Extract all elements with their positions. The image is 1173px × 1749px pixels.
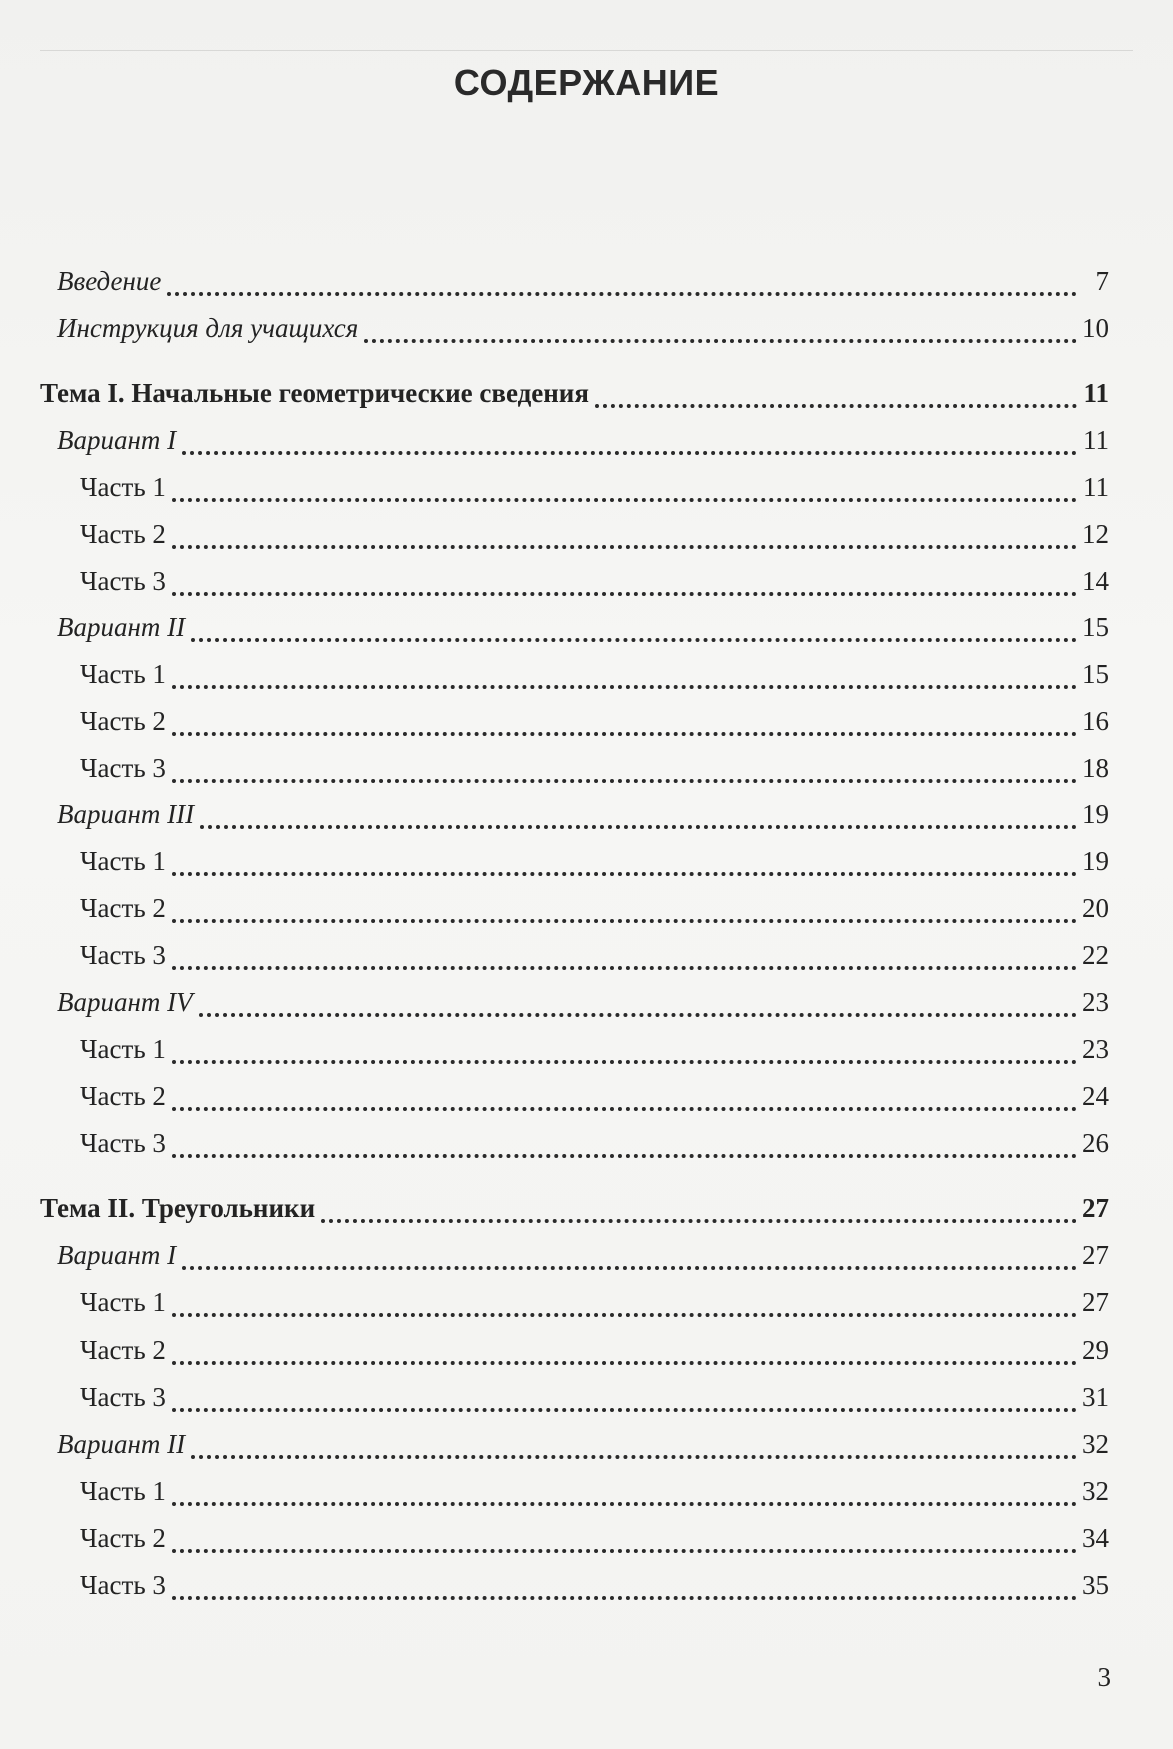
toc-entry-page: 24 <box>1082 1081 1109 1111</box>
toc-entry-part <box>80 753 1109 793</box>
toc-entry-page: 23 <box>1082 1034 1109 1064</box>
toc-entry-page: 35 <box>1082 1570 1109 1600</box>
toc-entry-page: 12 <box>1082 519 1109 549</box>
toc-entry-page: 15 <box>1082 612 1109 642</box>
toc-entry-label: Тема II. Треугольники <box>40 1193 316 1223</box>
dot-leader <box>172 1502 1077 1506</box>
toc-entry-variant <box>57 612 1109 652</box>
toc-entry-label: Вариант I <box>57 425 177 455</box>
dot-leader <box>172 872 1077 876</box>
toc-entry-part <box>80 1523 1109 1563</box>
dot-leader <box>182 451 1077 455</box>
toc-entry-part <box>80 893 1109 933</box>
toc-entry-label: Вариант II <box>57 1429 186 1459</box>
toc-entry-label: Часть 2 <box>80 706 166 736</box>
toc-entry-page: 19 <box>1082 799 1109 829</box>
dot-leader <box>172 919 1077 923</box>
toc-entry-label: Часть 2 <box>80 1335 166 1365</box>
toc-entry-label: Часть 3 <box>80 940 166 970</box>
toc-entry-label: Тема I. Начальные геометрические сведения <box>40 378 589 408</box>
toc-entry-label: Часть 2 <box>80 893 166 923</box>
toc-entry-part <box>80 659 1109 699</box>
dot-leader <box>172 779 1077 783</box>
toc-entry-page: 34 <box>1082 1523 1109 1553</box>
toc-entry-label: Часть 1 <box>80 1476 166 1506</box>
toc-entry-label: Часть 3 <box>80 1128 166 1158</box>
dot-leader <box>199 1013 1077 1017</box>
dot-leader <box>172 1154 1077 1158</box>
toc-entry-section <box>57 313 1109 353</box>
toc-entry-label: Часть 1 <box>80 1034 166 1064</box>
toc-entry-label: Часть 3 <box>80 1570 166 1600</box>
toc-entry-part <box>80 519 1109 559</box>
dot-leader <box>172 498 1077 502</box>
dot-leader <box>172 592 1077 596</box>
toc-entry-label: Часть 1 <box>80 1287 166 1317</box>
dot-leader <box>172 545 1077 549</box>
toc-entry-page: 31 <box>1082 1382 1109 1412</box>
toc-entry-section <box>57 266 1109 306</box>
toc-entry-page: 23 <box>1082 987 1109 1017</box>
toc-entry-label: Часть 3 <box>80 753 166 783</box>
toc-entry-variant <box>57 799 1109 839</box>
toc-entry-page: 26 <box>1082 1128 1109 1158</box>
toc-entry-page: 29 <box>1082 1335 1109 1365</box>
toc-entry-part <box>80 1128 1109 1168</box>
toc-entry-part <box>80 940 1109 980</box>
toc-entry-label: Часть 1 <box>80 846 166 876</box>
toc-entry-variant <box>57 425 1109 465</box>
toc-entry-label: Часть 1 <box>80 659 166 689</box>
toc-entry-part <box>80 472 1109 512</box>
toc-entry-label: Часть 3 <box>80 566 166 596</box>
toc-entry-variant <box>57 1240 1109 1280</box>
toc-entry-part <box>80 566 1109 606</box>
toc-entry-part <box>80 1476 1109 1516</box>
toc-entry-label: Вариант II <box>57 612 186 642</box>
dot-leader <box>364 339 1077 343</box>
toc-entry-page: 11 <box>1083 378 1109 408</box>
toc-entry-label: Часть 1 <box>80 472 166 502</box>
toc-entry-label: Часть 2 <box>80 1081 166 1111</box>
dot-leader <box>172 685 1077 689</box>
toc-entry-topic <box>40 378 1109 418</box>
toc-entry-page: 27 <box>1082 1193 1109 1223</box>
dot-leader <box>200 825 1077 829</box>
dot-leader <box>172 1596 1077 1600</box>
toc-entry-page: 16 <box>1082 706 1109 736</box>
toc-entry-page: 32 <box>1082 1476 1109 1506</box>
toc-entry-part <box>80 706 1109 746</box>
dot-leader <box>167 292 1077 296</box>
dot-leader <box>172 1361 1077 1365</box>
dot-leader <box>172 1549 1077 1553</box>
toc-entry-page: 20 <box>1082 893 1109 923</box>
toc-entry-page: 7 <box>1095 266 1109 296</box>
dot-leader <box>172 1107 1077 1111</box>
toc-entry-label: Часть 2 <box>80 1523 166 1553</box>
dot-leader <box>172 966 1077 970</box>
page-title: СОДЕРЖАНИЕ <box>453 62 720 103</box>
toc-entry-label: Инструкция для учащихся <box>57 313 359 343</box>
toc-entry-part <box>80 1570 1109 1610</box>
toc-entry-variant <box>57 987 1109 1027</box>
toc-entry-part <box>80 1034 1109 1074</box>
toc-entry-page: 15 <box>1082 659 1109 689</box>
toc-entry-page: 22 <box>1082 940 1109 970</box>
toc-entry-page: 27 <box>1082 1287 1109 1317</box>
toc-entry-label: Введение <box>57 266 162 296</box>
toc-entry-label: Вариант I <box>57 1240 177 1270</box>
dot-leader <box>182 1266 1077 1270</box>
toc-entry-page: 32 <box>1082 1429 1109 1459</box>
dot-leader <box>191 1455 1077 1459</box>
dot-leader <box>172 1060 1077 1064</box>
toc-entry-variant <box>57 1429 1109 1469</box>
toc-entry-page: 18 <box>1082 753 1109 783</box>
toc-entry-page: 10 <box>1082 313 1109 343</box>
dot-leader <box>172 732 1077 736</box>
toc-entry-part <box>80 1081 1109 1121</box>
toc-entry-part <box>80 1335 1109 1375</box>
toc-entry-page: 27 <box>1082 1240 1109 1270</box>
dot-leader <box>172 1313 1077 1317</box>
toc-entry-part <box>80 846 1109 886</box>
toc-entry-page: 19 <box>1082 846 1109 876</box>
toc-entry-label: Часть 3 <box>80 1382 166 1412</box>
toc-entry-label: Часть 2 <box>80 519 166 549</box>
dot-leader <box>321 1219 1077 1223</box>
dot-leader <box>172 1408 1077 1412</box>
toc-entry-part <box>80 1382 1109 1422</box>
dot-leader <box>595 404 1077 408</box>
toc-entry-page: 11 <box>1083 472 1109 502</box>
toc-entry-topic <box>40 1193 1109 1233</box>
toc-entry-page: 14 <box>1082 566 1109 596</box>
page-number: 3 <box>1097 1662 1111 1692</box>
toc-entry-part <box>80 1287 1109 1327</box>
dot-leader <box>191 638 1077 642</box>
toc-entry-label: Вариант IV <box>57 987 193 1017</box>
toc-entry-label: Вариант III <box>57 799 195 829</box>
toc-entry-page: 11 <box>1083 425 1109 455</box>
